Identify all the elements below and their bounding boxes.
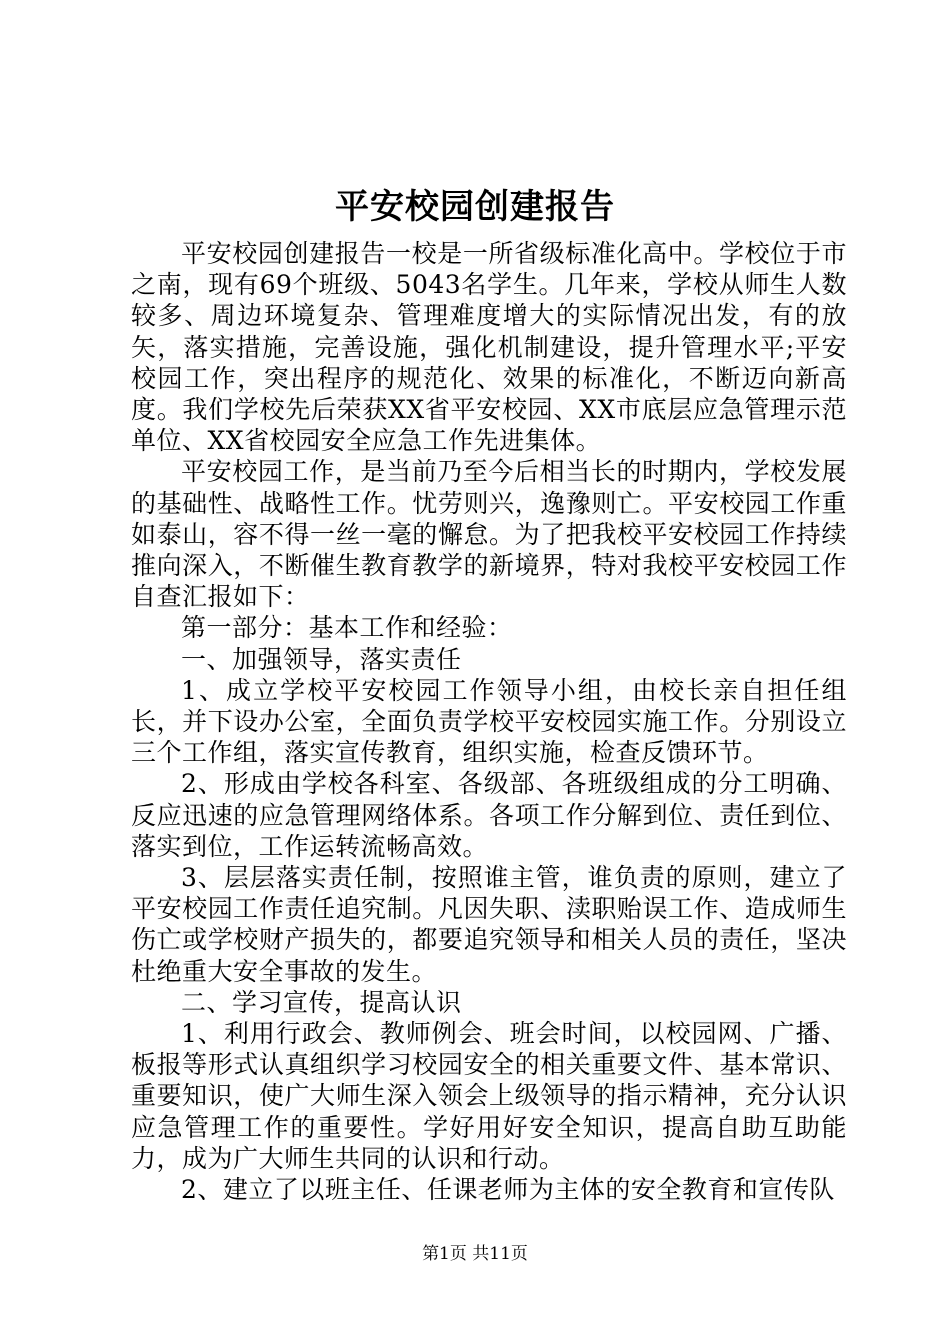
paragraph: 1、利用行政会、教师例会、班会时间，以校园网、广播、板报等形式认真组织学习校园安全的相关重要文件、基本常识、重要知识，使广大师生深入领会上级领导的指示精神，充分认识应急管理工作的重要性。学好用好安全知识，提高自助互助能力，成为广大师生共同的认识和行动。	[131, 1019, 847, 1173]
document-body	[131, 238, 847, 1205]
paragraph: 平安校园工作，是当前乃至今后相当长的时期内，学校发展的基础性、战略性工作。忧劳则兴，逸豫则亡。平安校园工作重如泰山，容不得一丝一毫的懈怠。为了把我校平安校园工作持续推向深入，不断催生教育教学的新境界，特对我校平安校园工作自查汇报如下：	[131, 457, 847, 612]
paragraph: 1、成立学校平安校园工作领导小组，由校长亲自担任组长，并下设办公室，全面负责学校平安校园实施工作。分别设立三个工作组，落实宣传教育，组织实施，检查反馈环节。	[131, 675, 847, 768]
paragraph: 2、建立了以班主任、任课老师为主体的安全教育和宣传队	[181, 1175, 835, 1205]
section-heading: 一、加强领导，落实责任	[181, 644, 462, 674]
paragraph: 2、形成由学校各科室、各级部、各班级组成的分工明确、反应迅速的应急管理网络体系。各项工作分解到位、责任到位、落实到位，工作运转流畅高效。	[131, 769, 847, 861]
paragraph: 3、层层落实责任制，按照谁主管，谁负责的原则，建立了平安校园工作责任追究制。凡因失职、渎职贻误工作、造成师生伤亡或学校财产损失的，都要追究领导和相关人员的责任，坚决杜绝重大安全事故的发生。	[131, 863, 847, 986]
page-footer: 第1页 共11页	[422, 1244, 528, 1264]
paragraph: 平安校园创建报告一校是一所省级标准化高中。学校位于市之南，现有69个班级、5043名学生。几年来，学校从师生人数较多、周边环境复杂、管理难度增大的实际情况出发，有的放矢，落实措施，完善设施，强化机制建设，提升管理水平;平安校园工作，突出程序的规范化、效果的标准化，不断迈向新高度。我们学校先后荣获XX省平安校园、XX市底层应急管理示范单位、XX省校园安全应急工作先进集体。	[131, 239, 847, 456]
section-heading: 二、学习宣传，提高认识	[181, 987, 462, 1017]
document-title: 平安校园创建报告	[335, 187, 615, 227]
section-heading: 第一部分：基本工作和经验：	[181, 613, 513, 643]
